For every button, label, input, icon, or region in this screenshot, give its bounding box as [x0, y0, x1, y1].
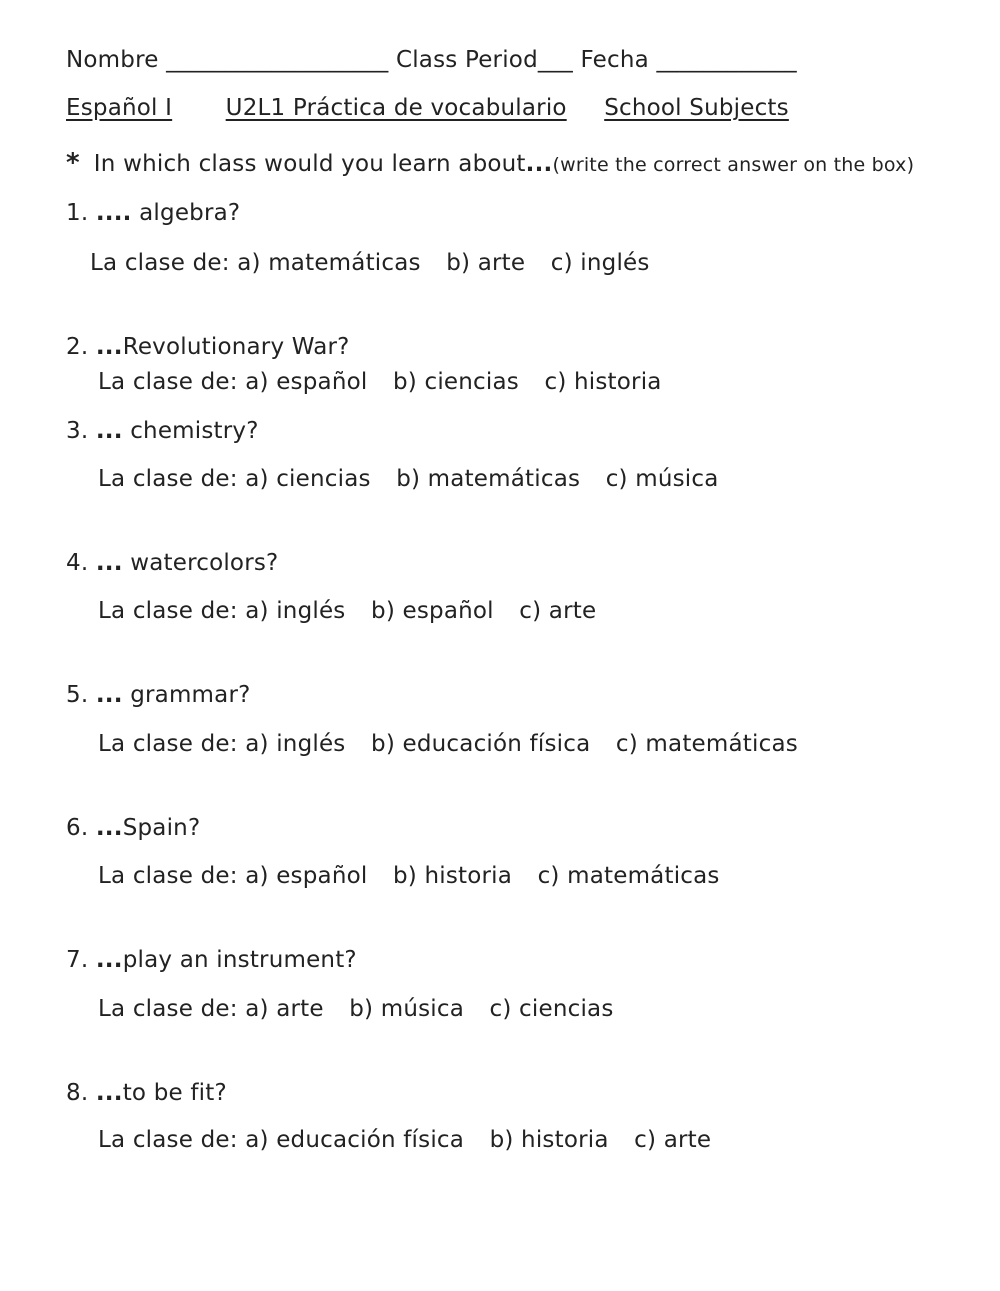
question-number: 5. — [66, 682, 89, 708]
student-info-row — [66, 47, 797, 73]
option-b[interactable]: b) matemáticas — [396, 466, 581, 492]
option-a[interactable]: a) inglés — [245, 731, 346, 757]
question-number: 8. — [66, 1080, 89, 1106]
answer-choices-8 — [98, 1127, 711, 1153]
option-c[interactable]: c) historia — [544, 369, 662, 395]
question-number: 1. — [66, 200, 89, 226]
question-text: play an instrument? — [122, 947, 357, 973]
question-text: Spain? — [122, 815, 201, 841]
class-period-label: Class Period — [395, 47, 538, 73]
question-number: 7. — [66, 947, 89, 973]
name-label: Nombre — [66, 47, 159, 73]
name-blank[interactable]: ___________________ — [166, 47, 389, 73]
question-text: to be fit? — [122, 1080, 227, 1106]
question-number: 6. — [66, 815, 89, 841]
option-a[interactable]: a) matemáticas — [237, 250, 421, 276]
instructions-main: In which class would you learn about — [93, 151, 526, 177]
option-c[interactable]: c) ciencias — [489, 996, 614, 1022]
course-title: Español I — [66, 95, 173, 121]
instructions — [66, 148, 914, 178]
option-b[interactable]: b) ciencias — [392, 369, 519, 395]
question-dots: ... — [95, 947, 123, 973]
option-b[interactable]: b) español — [371, 598, 494, 624]
question-text: watercolors? — [122, 550, 279, 576]
worksheet-title-row — [66, 95, 789, 121]
choices-prefix: La clase de: — [98, 466, 238, 492]
option-c[interactable]: c) matemáticas — [615, 731, 798, 757]
choices-prefix: La clase de: — [98, 1127, 238, 1153]
choices-prefix: La clase de: — [98, 731, 238, 757]
option-a[interactable]: a) ciencias — [245, 466, 371, 492]
question-5 — [66, 682, 251, 708]
question-text: Revolutionary War? — [122, 334, 350, 360]
choices-prefix: La clase de: — [98, 863, 238, 889]
question-dots: ... — [95, 815, 123, 841]
instructions-dots: ... — [525, 151, 553, 177]
question-number: 2. — [66, 334, 89, 360]
choices-prefix: La clase de: — [98, 369, 238, 395]
question-1 — [66, 200, 240, 226]
option-a[interactable]: a) español — [245, 369, 368, 395]
question-4 — [66, 550, 278, 576]
asterisk-icon: * — [66, 148, 80, 178]
option-c[interactable]: c) arte — [634, 1127, 712, 1153]
question-number: 4. — [66, 550, 89, 576]
option-b[interactable]: b) música — [349, 996, 465, 1022]
question-text: chemistry? — [122, 418, 259, 444]
topic-title: School Subjects — [604, 95, 789, 121]
option-a[interactable]: a) arte — [245, 996, 324, 1022]
option-c[interactable]: c) música — [605, 466, 719, 492]
option-c[interactable]: c) arte — [519, 598, 597, 624]
lesson-title: U2L1 Práctica de vocabulario — [225, 95, 567, 121]
question-dots: ... — [95, 1080, 123, 1106]
date-label: Fecha — [580, 47, 649, 73]
option-a[interactable]: a) español — [245, 863, 368, 889]
question-dots: ... — [95, 550, 123, 576]
answer-choices-6 — [98, 863, 720, 889]
date-blank[interactable]: ____________ — [656, 47, 797, 73]
question-dots: ... — [95, 334, 123, 360]
choices-prefix: La clase de: — [98, 598, 238, 624]
question-number: 3. — [66, 418, 89, 444]
question-text: algebra? — [131, 200, 241, 226]
answer-choices-5 — [98, 731, 798, 757]
question-8 — [66, 1080, 227, 1106]
answer-choices-3 — [98, 466, 719, 492]
question-7 — [66, 947, 357, 973]
question-2 — [66, 334, 350, 360]
option-c[interactable]: c) inglés — [550, 250, 650, 276]
answer-choices-2 — [98, 369, 662, 395]
option-a[interactable]: a) educación física — [245, 1127, 465, 1153]
instructions-note: (write the correct answer on the box) — [552, 154, 915, 176]
question-dots: ... — [95, 682, 123, 708]
question-6 — [66, 815, 200, 841]
option-b[interactable]: b) historia — [392, 863, 513, 889]
option-b[interactable]: b) historia — [489, 1127, 609, 1153]
answer-choices-4 — [98, 598, 596, 624]
answer-choices-1 — [90, 250, 650, 276]
question-dots: ... — [95, 418, 123, 444]
question-text: grammar? — [122, 682, 251, 708]
question-dots: .... — [95, 200, 132, 226]
option-b[interactable]: b) educación física — [371, 731, 591, 757]
choices-prefix: La clase de: — [98, 996, 238, 1022]
answer-choices-7 — [98, 996, 614, 1022]
question-3 — [66, 418, 259, 444]
option-a[interactable]: a) inglés — [245, 598, 346, 624]
choices-prefix: La clase de: — [90, 250, 230, 276]
option-b[interactable]: b) arte — [446, 250, 526, 276]
class-period-blank[interactable]: ___ — [537, 47, 573, 73]
option-c[interactable]: c) matemáticas — [537, 863, 720, 889]
